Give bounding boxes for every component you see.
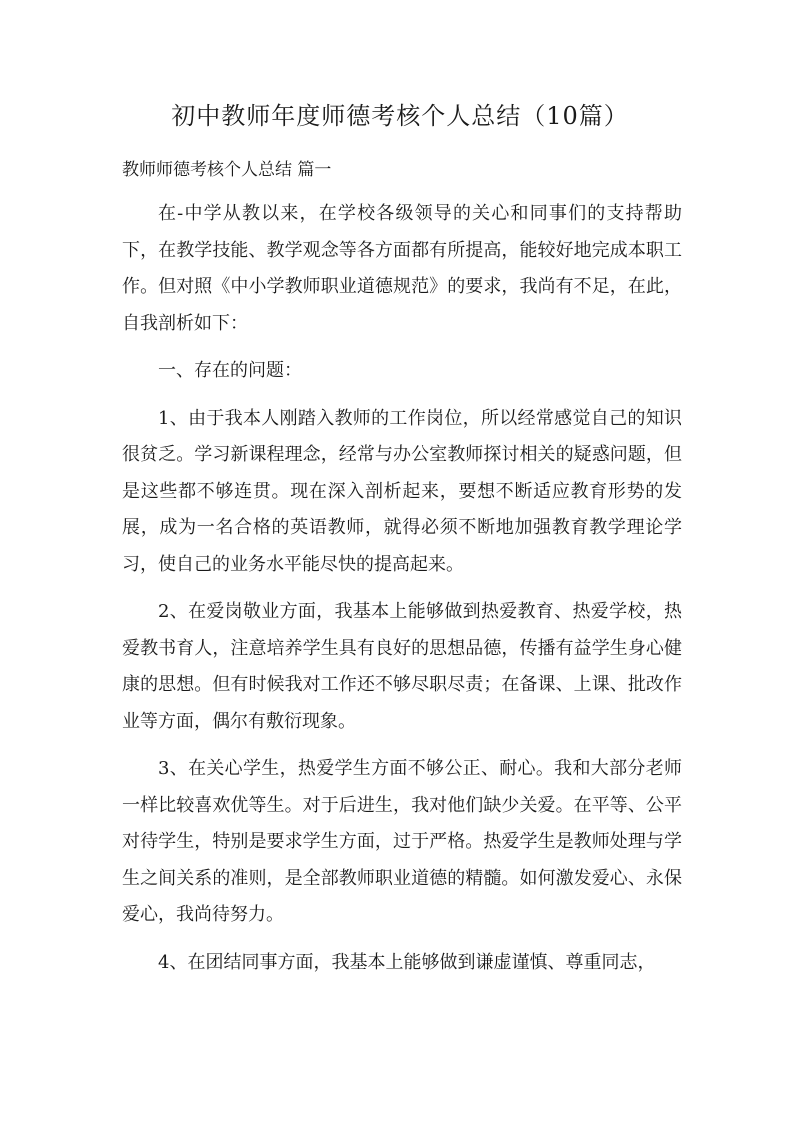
document-title: 初中教师年度师德考核个人总结（10篇） bbox=[171, 102, 629, 130]
paragraph-item-4: 4、在团结同事方面，我基本上能够做到谦虚谨慎、尊重同志， bbox=[158, 951, 656, 973]
paragraph-item-1: 1、由于我本人刚踏入教师的工作岗位，所以经常感觉自己的知识很贫乏。学习新课程理念，经常与办公室教师探讨相关的疑惑问题，但是这些都不够连贯。现在深入剖析起来，要想不断适应教育形势的发展，成为一名合格的英语教师，就得必须不断地加强教育教学理论学习，使自己的业务水平能尽快的提高起来。 bbox=[122, 407, 682, 575]
paragraph-item-2: 2、在爱岗敬业方面，我基本上能够做到热爱教育、热爱学校，热爱教书育人，注意培养学生具有良好的思想品德，传播有益学生身心健康的思想。但有时候我对工作还不够尽职尽责；在备课、上课、批改作业等方面，偶尔有敷衍现象。 bbox=[122, 601, 682, 732]
paragraph-intro: 在-中学从教以来，在学校各级领导的关心和同事们的支持帮助下，在教学技能、教学观念等各方面都有所提高，能较好地完成本职工作。但对照《中小学教师职业道德规范》的要求，我尚有不足，在此，自我剖析如下： bbox=[122, 203, 682, 334]
document-body bbox=[122, 196, 682, 992]
paragraph-item-3: 3、在关心学生，热爱学生方面不够公正、耐心。我和大部分老师一样比较喜欢优等生。对于后进生，我对他们缺少关爱。在平等、公平对待学生，特别是要求学生方面，过于严格。热爱学生是教师处理与学生之间关系的准则，是全部教师职业道德的精髓。如何激发爱心、永保爱心，我尚待努力。 bbox=[122, 758, 682, 925]
section-heading: 教师师德考核个人总结 篇一 bbox=[122, 160, 332, 180]
paragraph-problems-heading: 一、存在的问题： bbox=[158, 360, 302, 381]
